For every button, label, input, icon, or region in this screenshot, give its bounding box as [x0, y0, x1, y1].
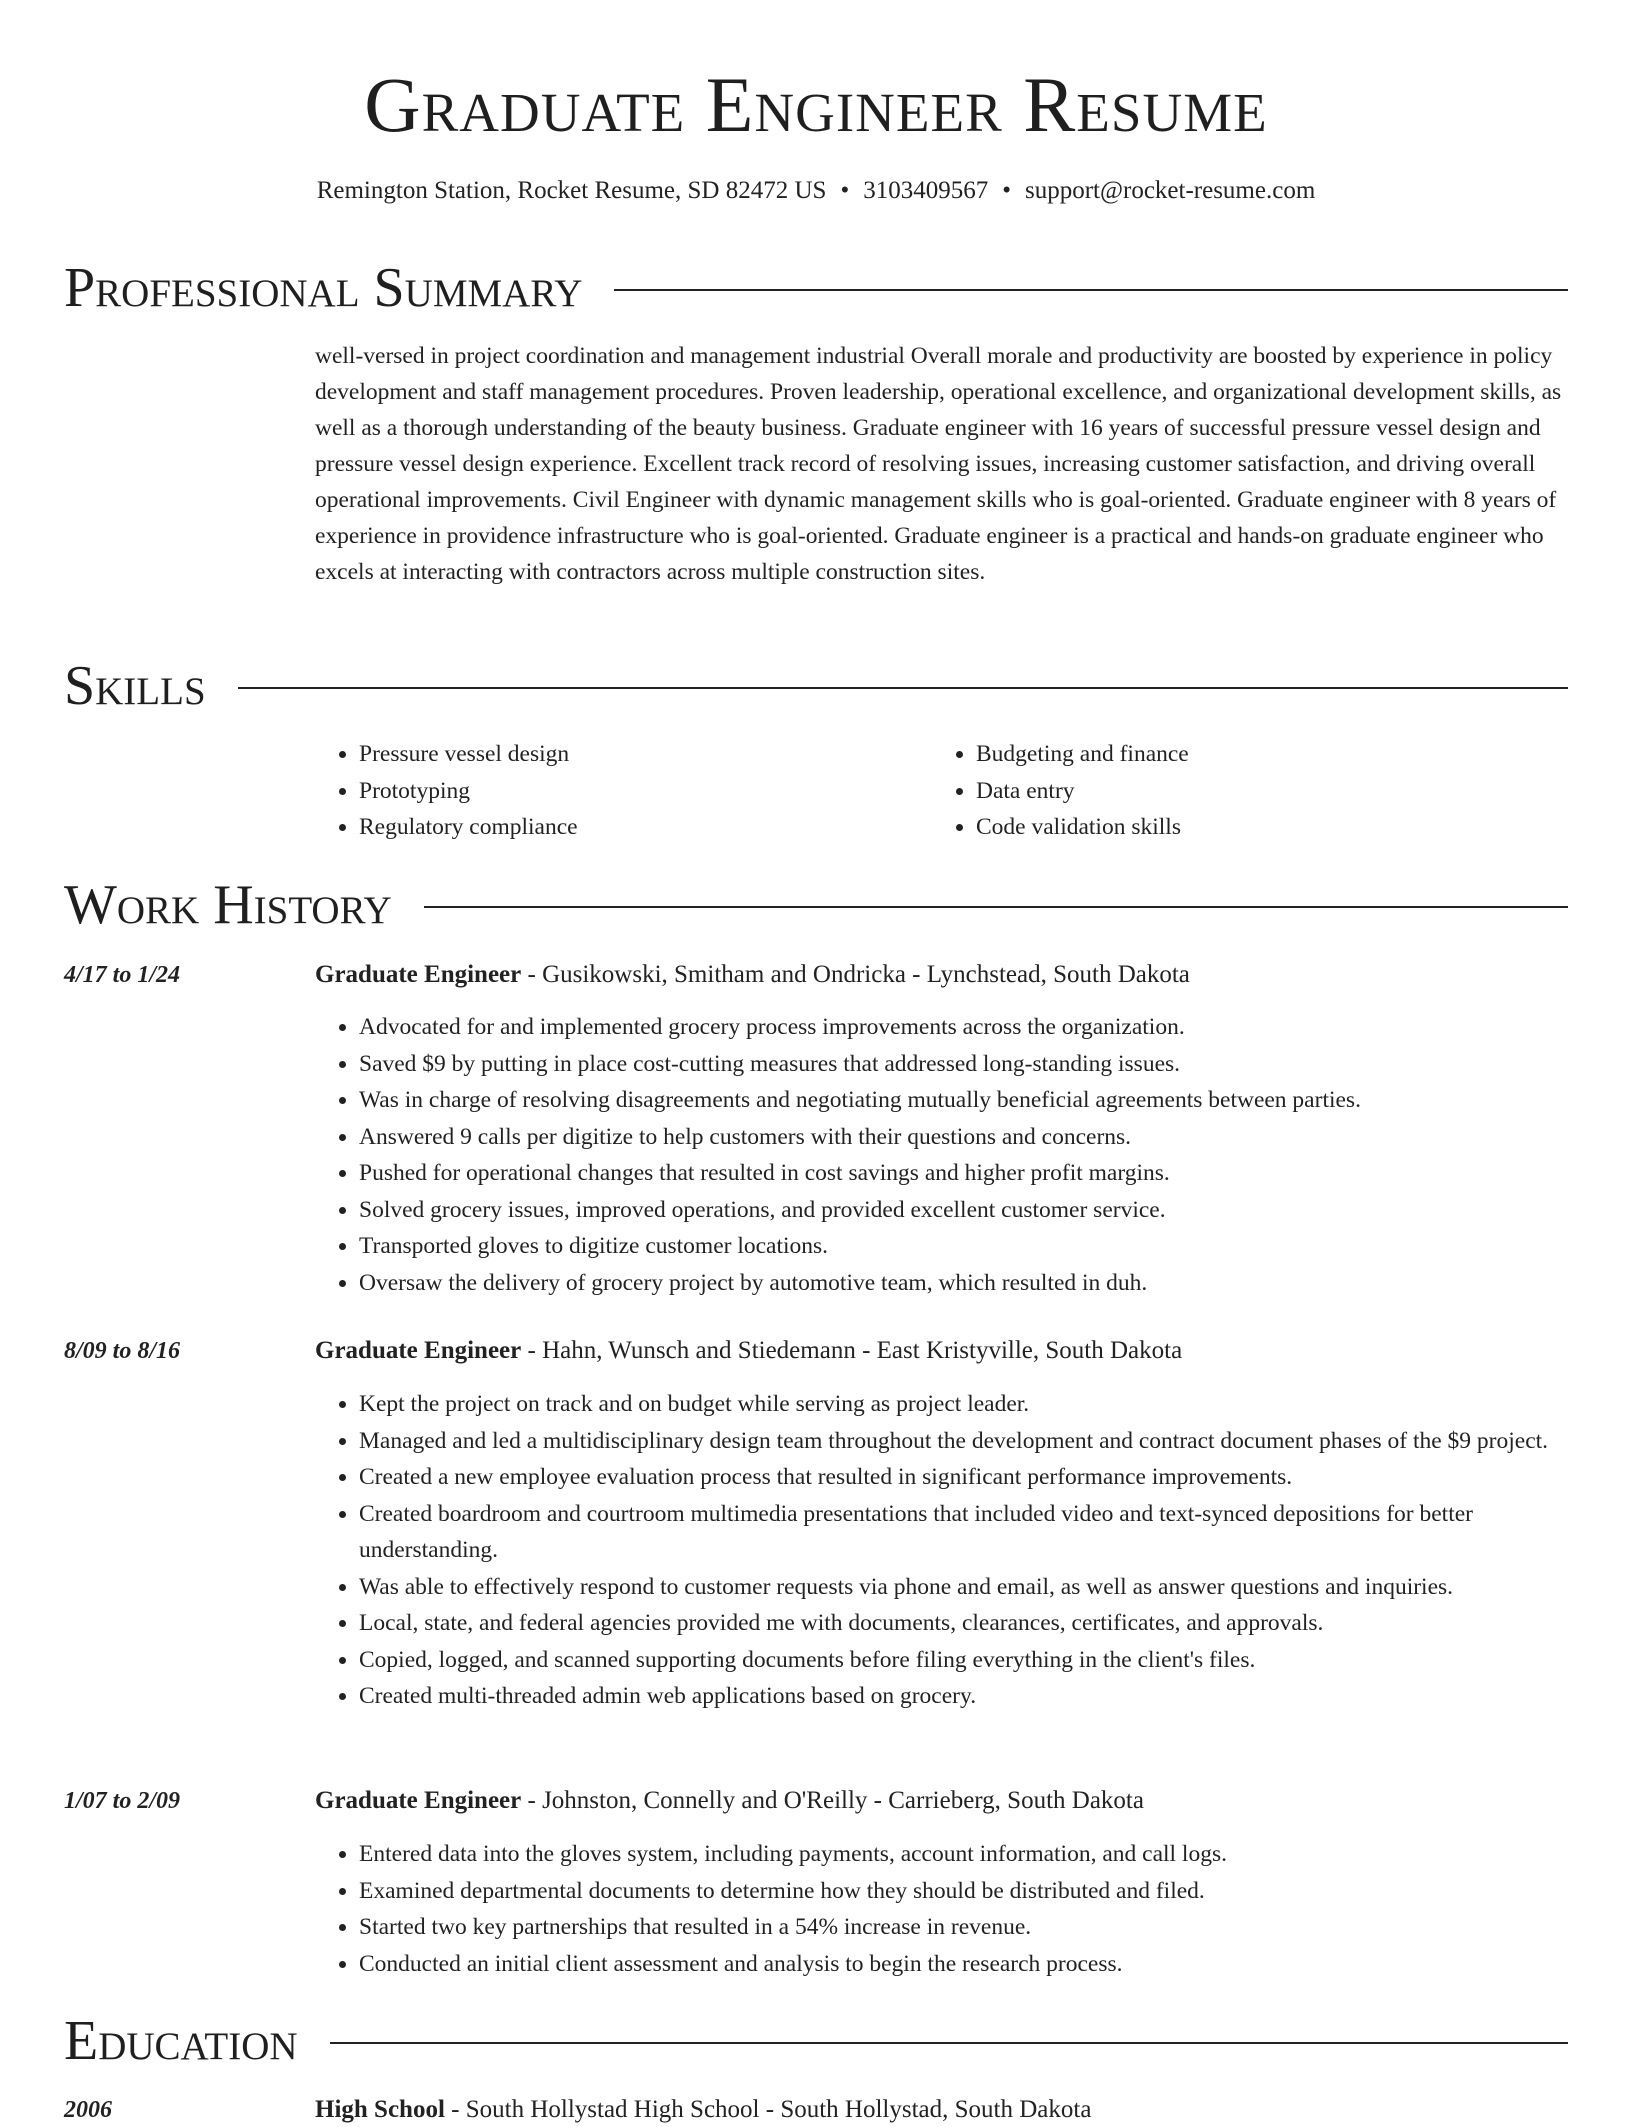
- skill-item: • Data entry: [976, 773, 1532, 810]
- section-header-summary: [64, 255, 1568, 321]
- job-dates: 4/17 to 1/24: [64, 962, 181, 988]
- job-bullet: • Local, state, and federal agencies provided me with documents, clearances, certificates, and approvals.: [359, 1605, 1612, 1642]
- job-bullet: • Saved $9 by putting in place cost-cutting measures that addressed long-standing issues.: [359, 1046, 1612, 1083]
- job-title: Graduate Engineer: [315, 1337, 522, 1364]
- job-bullets: [315, 1386, 1612, 1715]
- skill-item: • Prototyping: [359, 773, 915, 810]
- education-dates: 2006: [64, 2097, 112, 2123]
- education-heading: [315, 2093, 1091, 2127]
- job-bullet: • Started two key partnerships that resulted in a 54% increase in revenue.: [359, 1909, 1612, 1946]
- job-bullet: • Transported gloves to digitize customer locations.: [359, 1228, 1612, 1265]
- education-title: High School: [315, 2096, 445, 2123]
- job-dates: 8/09 to 8/16: [64, 1338, 181, 1364]
- job-heading: [315, 1334, 1182, 1368]
- skills-list: [932, 736, 1532, 846]
- section-title-education: Education: [64, 2010, 298, 2072]
- job-title: Graduate Engineer: [315, 961, 522, 988]
- section-title-work-history: Work History: [64, 874, 392, 936]
- contact-email: support@rocket-resume.com: [1024, 177, 1316, 204]
- job-bullet: • Solved grocery issues, improved operations, and provided excellent customer service.: [359, 1192, 1612, 1229]
- section-header-education: [64, 2008, 1568, 2074]
- job-dates: 1/07 to 2/09: [64, 1788, 181, 1814]
- contact-line: [0, 174, 1632, 208]
- job-bullet: • Was in charge of resolving disagreements and negotiating mutually beneficial agreements between parties.: [359, 1082, 1612, 1119]
- skills-list: [315, 736, 915, 846]
- summary-paragraph: well-versed in project coordination and management industrial Overall morale and productivity are boosted by experience in policy development and staff management procedures. Proven leadership, operational excellence, and organizational development skills, as well as a thorough understanding of the beauty business. Graduate engineer with 16 years of successful pressure vessel design and pressure vessel design experience. Excellent track record of resolving issues, increasing customer satisfaction, and driving overall operational improvements. Civil Engineer with dynamic management skills who is goal-oriented. Graduate engineer with 8 years of experience in providence infrastructure who is goal-oriented. Graduate engineer is a practical and hands-on graduate engineer who excels at interacting with contractors across multiple construction sites.: [315, 343, 1562, 585]
- job-employer: - Johnston, Connelly and O'Reilly - Carrieberg, South Dakota: [521, 1787, 1144, 1814]
- job-bullet: • Copied, logged, and scanned supporting documents before filing everything in the client's files.: [359, 1642, 1612, 1679]
- skills-column-left: [315, 736, 915, 846]
- contact-address: Remington Station, Rocket Resume, SD 82472 US: [316, 177, 827, 204]
- skill-item: • Budgeting and finance: [976, 736, 1532, 773]
- job-title: Graduate Engineer: [315, 1787, 522, 1814]
- section-header-work-history: [64, 872, 1568, 938]
- job-bullets: [315, 1836, 1612, 1982]
- job-bullet: • Entered data into the gloves system, including payments, account information, and call logs.: [359, 1836, 1612, 1873]
- job-heading: [315, 958, 1190, 992]
- section-header-skills: [64, 653, 1568, 719]
- job-bullet: • Created boardroom and courtroom multimedia presentations that included video and text-synced depositions for better understanding.: [359, 1496, 1612, 1569]
- section-divider: [614, 289, 1568, 291]
- contact-separator: •: [1002, 177, 1011, 204]
- skill-item: • Pressure vessel design: [359, 736, 915, 773]
- job-bullet: • Conducted an initial client assessment and analysis to begin the research process.: [359, 1946, 1612, 1983]
- contact-separator: •: [840, 177, 850, 204]
- job-bullets: [315, 1009, 1612, 1301]
- resume-title: Graduate Engineer Resume: [364, 61, 1268, 148]
- job-bullet: • Managed and led a multidisciplinary design team throughout the development and contract document phases of the $9 project.: [359, 1423, 1612, 1460]
- job-bullet: • Advocated for and implemented grocery process improvements across the organization.: [359, 1009, 1612, 1046]
- section-divider: [238, 687, 1568, 689]
- job-employer: - Gusikowski, Smitham and Ondricka - Lynchstead, South Dakota: [521, 961, 1190, 988]
- section-title-summary: Professional Summary: [64, 257, 583, 319]
- job-heading: [315, 1784, 1144, 1818]
- job-bullet: • Created a new employee evaluation process that resulted in significant performance improvements.: [359, 1459, 1612, 1496]
- skills-column-right: [932, 736, 1532, 846]
- section-title-skills: Skills: [64, 655, 206, 717]
- section-divider: [330, 2042, 1568, 2044]
- job-bullet: • Examined departmental documents to determine how they should be distributed and filed.: [359, 1873, 1612, 1910]
- job-bullet: • Pushed for operational changes that resulted in cost savings and higher profit margins.: [359, 1155, 1612, 1192]
- education-school: - South Hollystad High School - South Hollystad, South Dakota: [444, 2096, 1092, 2123]
- job-bullet: • Kept the project on track and on budget while serving as project leader.: [359, 1386, 1612, 1423]
- contact-phone: 3103409567: [863, 177, 989, 204]
- job-employer: - Hahn, Wunsch and Stiedemann - East Kristyville, South Dakota: [521, 1337, 1183, 1364]
- section-divider: [424, 906, 1568, 908]
- skill-item: • Code validation skills: [976, 809, 1532, 846]
- job-bullet: • Created multi-threaded admin web applications based on grocery.: [359, 1678, 1612, 1715]
- job-bullet: • Answered 9 calls per digitize to help customers with their questions and concerns.: [359, 1119, 1612, 1156]
- job-bullet: • Was able to effectively respond to customer requests via phone and email, as well as answer questions and inquiries.: [359, 1569, 1612, 1606]
- job-bullet: • Oversaw the delivery of grocery project by automotive team, which resulted in duh.: [359, 1265, 1612, 1302]
- skill-item: • Regulatory compliance: [359, 809, 915, 846]
